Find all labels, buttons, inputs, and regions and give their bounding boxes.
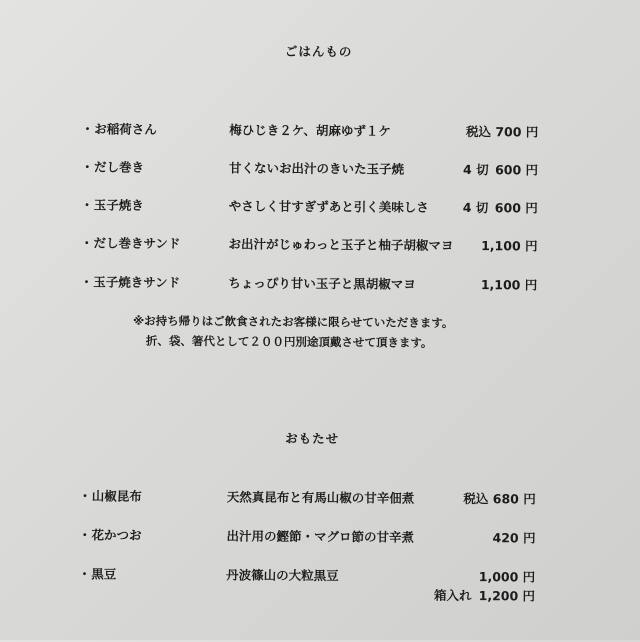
item-description: 出汁用の鰹節・マグロ節の甘辛煮 <box>226 528 415 545</box>
item-description: 天然真昆布と有馬山椒の甘辛佃煮 <box>226 489 415 506</box>
bullet: ・ <box>80 274 93 290</box>
bullet: ・ <box>81 159 94 175</box>
item-name: 花かつお <box>91 527 142 543</box>
menu-item-row <box>0 233 640 257</box>
item-name: だし巻き <box>94 159 145 175</box>
item-description: ちょっぴり甘い玉子と黒胡椒マヨ <box>228 275 416 292</box>
boxed-label: 箱入れ <box>434 587 472 604</box>
item-description: 梅ひじき２ケ、胡麻ゆず１ケ <box>229 122 392 139</box>
item-price: 600 円 <box>495 162 539 178</box>
menu-item-row <box>0 486 639 510</box>
boxed-price-row <box>0 583 638 607</box>
takeout-note: ※お持ち帰りはご飲食されたお客様に限らせていただきます。 <box>132 313 454 330</box>
item-description: 甘くないお出汁のきいた玉子焼 <box>229 160 405 177</box>
boxed-price: 1,200 円 <box>478 588 536 604</box>
menu-item-row <box>1 195 640 219</box>
menu-item-row <box>0 272 640 296</box>
item-price: 600 円 <box>494 200 538 216</box>
item-price: 420 円 <box>492 530 536 546</box>
bullet: ・ <box>80 235 94 251</box>
item-price: 税込 680 円 <box>463 491 536 507</box>
bullet: ・ <box>78 488 92 504</box>
item-price: 1,100 円 <box>481 238 538 254</box>
item-name: 黒豆 <box>91 566 117 582</box>
item-name: だし巻きサンド <box>93 235 181 252</box>
bullet: ・ <box>81 121 94 137</box>
menu-item-row <box>0 525 639 549</box>
item-qty: 4 切 <box>463 161 489 178</box>
item-name: 玉子焼き <box>93 197 144 213</box>
section-title-omotase: おもたせ <box>285 430 340 447</box>
item-description: お出汁がじゅわっと玉子と柚子胡椒マヨ <box>228 236 454 253</box>
item-name: お稲荷さん <box>94 121 157 137</box>
section-title-gohanmono: ごはんもの <box>284 43 353 60</box>
item-description: やさしく甘すぎずあと引く美味しさ <box>228 198 429 215</box>
packaging-fee-note: 折、袋、箸代として２００円別途頂戴させて頂きます。 <box>145 333 433 350</box>
item-name: 玉子焼きサンド <box>93 274 181 291</box>
menu-item-row <box>1 119 640 143</box>
item-name: 山椒昆布 <box>91 488 142 504</box>
item-qty: 4 切 <box>462 199 489 216</box>
item-price: 税込 700 円 <box>465 124 539 140</box>
menu-item-row <box>1 157 640 181</box>
bullet: ・ <box>78 566 91 582</box>
bullet: ・ <box>78 527 92 543</box>
bullet: ・ <box>80 197 94 213</box>
item-price: 1,000 円 <box>478 569 536 585</box>
item-description: 丹波篠山の大粒黒豆 <box>226 567 339 584</box>
item-price: 1,100 円 <box>480 277 538 293</box>
